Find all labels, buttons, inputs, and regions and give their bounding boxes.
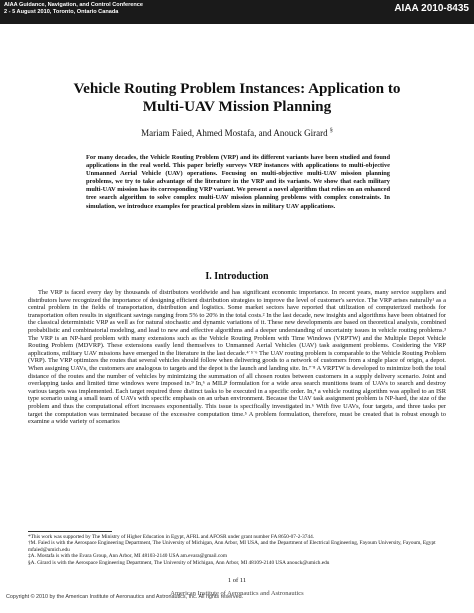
- footnote-rule: [28, 531, 112, 532]
- author-footnote-mark: §: [329, 128, 333, 134]
- introduction-paragraph: The VRP is faced every day by thousands of distributors worldwide and has significant economic importance. In recent years, many service suppliers and distributors have recognized the importance of designing efficient distribution strategies to improve the level of customer's service. The VRP arises naturally¹ as a central problem in the fields of transportation, distribution and logistics. Some market sectors have reported that utilization of computerized methods for transportation often results in significant savings ranging from 5% to 20% in the total costs.² In the last decade, new insights and algorithms have been obtained for the classical deterministic VRP as well as for natural stochastic and dynamic variations of it. These new developments are based on theoretical analysis, combined probabilistic and combinatorial modeling, and lead to new and effective algorithms and a deeper understanding of uncertainty issues in vehicle routing problems.³ The VRP is an NP-hard problem with many extensions such as the Vehicle Routing Problem with Time Windows (VRPTW) and the Multiple Depot Vehicle Routing Problem (MDVRP). These extensions easily lend themselves to Unmanned Aerial Vehicles (UAV) task assignment problems. Cosidering the VRP applications, military UAV missions have emerged in the literature in the last decade.⁴˙⁵˙⁶ The UAV routing problem is comparable to the Vehicle Routing Problem (VRP). The VRP optimizes the routes that several vehicles should follow when delivering goods to a network of customers from a single place of origin, a depot. When assigning UAVs, the customers are analogous to targets and the depot is the launch and landing site. In.⁷˙⁸ A VRPTW is developed to minimize both the total distance of the routes and the number of vehicles by minimizing the summation of all chosen routes between customers in a supply delivery scenario. Joint and overlapping tasks and limited time windows were imposed in.⁹ In,⁶ a MILP formulation for a wide area search munitions team of UAVs to search and destroy various targets was implemented. Each target required three distinct tasks to be executed in a specific order. In,⁴ a vehicle routing algorithm was applied to an ISR type scenario using a small team of UAVs with specific emphasis on an urban environment. Because the UAV task assignment problem is NP-hard, the size of the problem and thus the computational effort increases exponentially. This issue is specifically investigated in.⁶ With five UAVs, four targets, and three tasks per target the computation was terminated because of the excessive computation time.⁵ A problem formulation, therefore, must be created that is robust enough to examine a wide variety of scenarios: [28, 289, 446, 426]
- footnote-author-1: †M. Faied is with the Aerospace Engineering Department, The University of Michigan, Ann Arbor, MI USA, and the Department of Electrical Engineering, Fayoum University, Fayoum, Egypt mfaied@umich.edu: [28, 540, 436, 553]
- page-number: 1 of 11: [227, 577, 247, 584]
- conference-line-1: AIAA Guidance, Navigation, and Control Conference: [4, 2, 144, 8]
- conference-line-2: 2 - 5 August 2010, Toronto, Ontario Canada: [4, 8, 119, 15]
- copyright-notice: Copyright © 2010 by the American Institute of Aeronautics and Astronautics, Inc. All rights reserved.: [6, 594, 244, 600]
- publisher: American Institute of Aeronautics and Astronautics: [170, 590, 304, 597]
- conference-info: [4, 2, 143, 15]
- author-names: Mariam Faied, Ahmed Mostafa, and Anouck Girard: [141, 128, 328, 138]
- paper-id: AIAA 2010-8435: [394, 3, 469, 14]
- footnote-author-3: §A. Girard is with the Aerospace Engineering Department, The University of Michigan, Ann Arbor, MI 48109-2140 USA anouck@umich.edu: [28, 559, 330, 566]
- title-line-2: Multi-UAV Mission Planning: [142, 98, 332, 115]
- paper-title: [0, 80, 474, 116]
- footnote-author-2: ‡A. Mostafa is with the Evara Group, Ann Arbor, MI 48103-2140 USA am.evara@gmail.com: [28, 553, 227, 560]
- header-bar: [0, 0, 474, 24]
- abstract: For many decades, the Vehicle Routing Problem (VRP) and its different variants have been studied and found applications in the real world. This paper briefly surveys VRP instances with applications to multi-objective Unmanned Aerial Vehicle (UAV) operations. Focusing on multi-objective multi-UAV mission planning problems, we try to take advantage of the literature in the VRP and its variants. We show that each military multi-UAV mission has its corresponding VRP variant. We present a novel algorithm that relies on an enhanced tree search algorithm to solve complex multi-UAV mission planning problems with complex constraints. In simulation, we introduce examples for practical problem sizes in military UAV applications.: [86, 154, 390, 210]
- section-heading-introduction: I. Introduction: [205, 271, 269, 282]
- footnote-funding: *This work was supported by The Ministry of Higher Education in Egypt, AFRL and AFOSR under grant number FA 8650-07-2-3744.: [28, 534, 315, 540]
- footnotes: [28, 534, 446, 566]
- title-line-1: Vehicle Routing Problem Instances: Application to: [73, 80, 401, 97]
- authors: [0, 128, 474, 138]
